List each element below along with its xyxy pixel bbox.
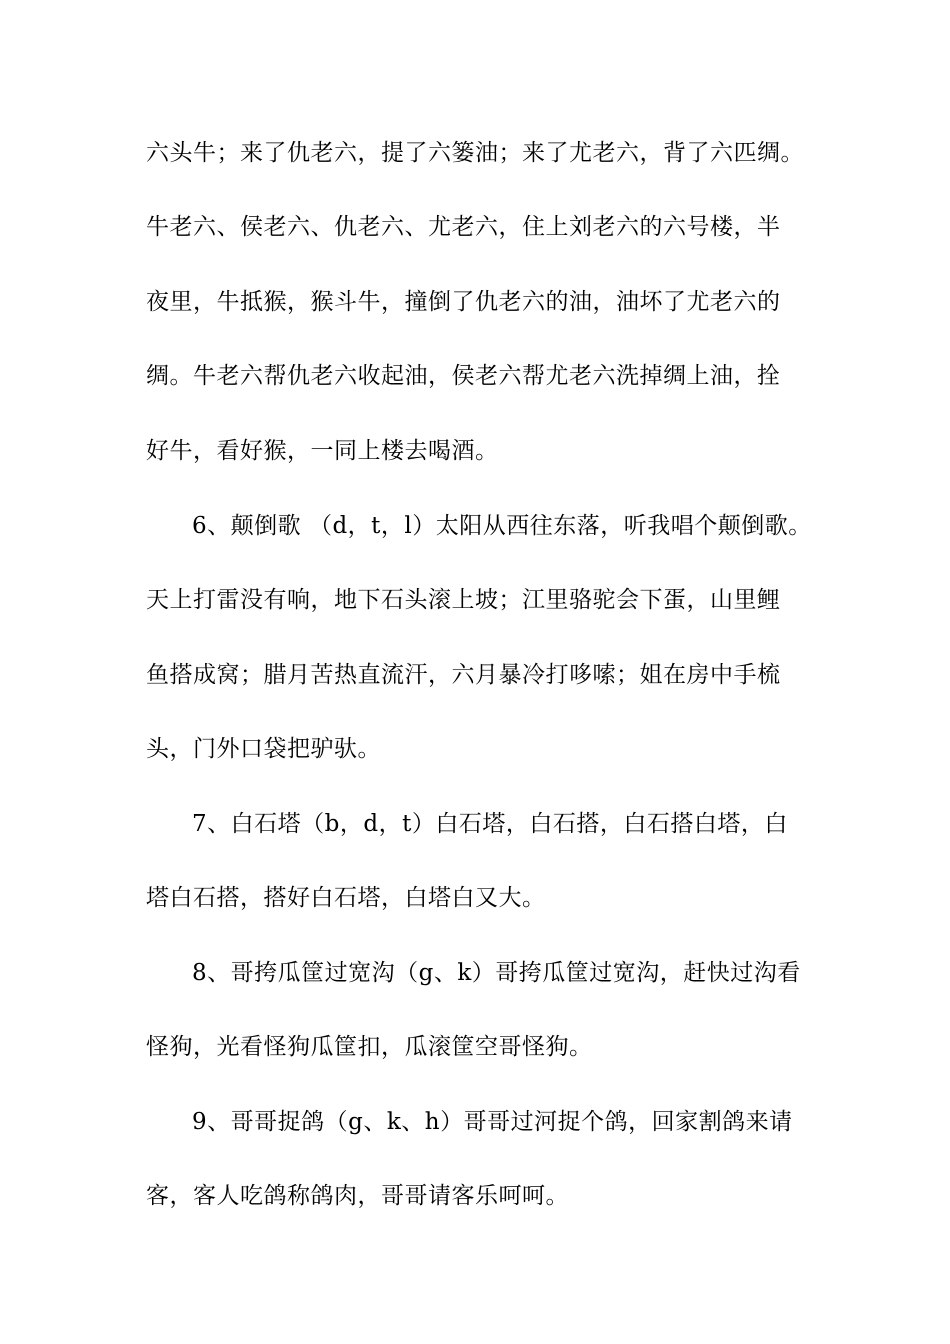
text-line: 头，门外口袋把驴驮。: [146, 736, 381, 762]
text-line: 怪狗，光看怪狗瓜筐扣，瓜滚筐空哥怪狗。: [146, 1034, 593, 1060]
paragraph-heading-6: 6、颠倒歌 （d，t，l）太阳从西往东落，听我唱个颠倒歌。: [192, 513, 812, 539]
text-line: 六头牛；来了仇老六，提了六篓油；来了尤老六，背了六匹绸。: [146, 140, 804, 166]
text-line: 好牛，看好猴，一同上楼去喝酒。: [146, 438, 499, 464]
text-line: 牛老六、侯老六、仇老六、尤老六，住上刘老六的六号楼，半: [146, 214, 781, 240]
paragraph-heading-8: 8、哥挎瓜筐过宽沟（g、k）哥挎瓜筐过宽沟，赶快过沟看: [192, 960, 801, 986]
text-line: 鱼搭成窝；腊月苦热直流汗，六月暴冷打哆嗦；姐在房中手梳: [146, 662, 781, 688]
text-line: 绸。牛老六帮仇老六收起油，侯老六帮尤老六洗掉绸上油，拴: [146, 363, 781, 389]
paragraph-heading-9: 9、哥哥捉鸽（g、k、h）哥哥过河捉个鸽，回家割鸽来请: [192, 1109, 793, 1135]
text-line: 客，客人吃鸽称鸽肉，哥哥请客乐呵呵。: [146, 1183, 569, 1209]
paragraph-heading-7: 7、白石塔（b，d，t）白石塔，白石搭，白石搭白塔，白: [192, 811, 788, 837]
text-line: 塔白石搭，搭好白石塔，白塔白又大。: [146, 885, 546, 911]
text-line: 夜里，牛抵猴，猴斗牛，撞倒了仇老六的油，油坏了尤老六的: [146, 289, 781, 315]
text-line: 天上打雷没有响，地下石头滚上坡；江里骆驼会下蛋，山里鲤: [146, 587, 781, 613]
